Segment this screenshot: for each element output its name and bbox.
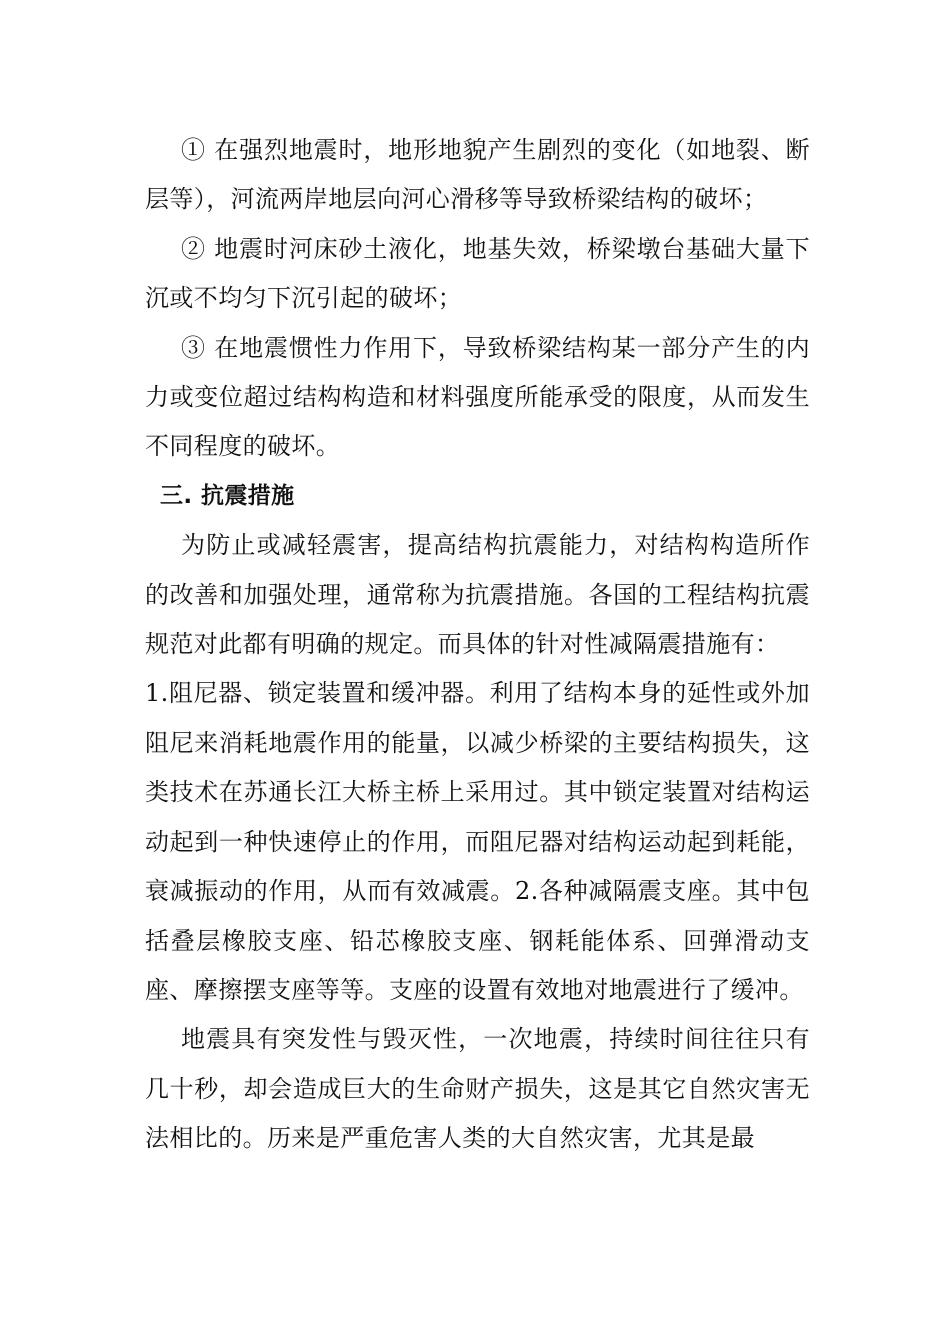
- paragraph-damage-2: ② 地震时河床砂土液化，地基失效，桥梁墩台基础大量下沉或不均匀下沉引起的破坏；: [145, 234, 810, 313]
- paragraph-measures-intro: 为防止或减轻震害，提高结构抗震能力，对结构构造所作的改善和加强处理，通常称为抗震措施。各国的工程结构抗震规范对此都有明确的规定。而具体的针对性减隔震措施有：: [145, 531, 810, 659]
- document-body: [145, 126, 810, 1164]
- paragraph-damage-1: ① 在强烈地震时，地形地貌产生剧烈的变化（如地裂、断层等），河流两岸地层向河心滑移等导致桥梁结构的破坏；: [145, 136, 810, 214]
- paragraph-earthquake-nature: 地震具有突发性与毁灭性，一次地震，持续时间往往只有几十秒，却会造成巨大的生命财产损失，这是其它自然灾害无法相比的。历来是严重危害人类的大自然灾害，尤其是最: [145, 1025, 810, 1153]
- section-heading: 三. 抗震措施: [160, 482, 295, 509]
- paragraph-damage-3: ③ 在地震惯性力作用下，导致桥梁结构某一部分产生的内力或变位超过结构构造和材料强度所能承受的限度，从而发生不同程度的破坏。: [145, 333, 810, 461]
- paragraph-measures-list: 1.阻尼器、锁定装置和缓冲器。利用了结构本身的延性或外加阻尼来消耗地震作用的能量，以减少桥梁的主要结构损失，这类技术在苏通长江大桥主桥上采用过。其中锁定装置对结构运动起到一种快速停止的作用，而阻尼器对结构运动起到耗能，衰减振动的作用，从而有效减震。2.各种减隔震支座。其中包括叠层橡胶支座、铅芯橡胶支座、钢耗能体系、回弹滑动支座、摩擦摆支座等等。支座的设置有效地对地震进行了缓冲。: [145, 679, 810, 1004]
